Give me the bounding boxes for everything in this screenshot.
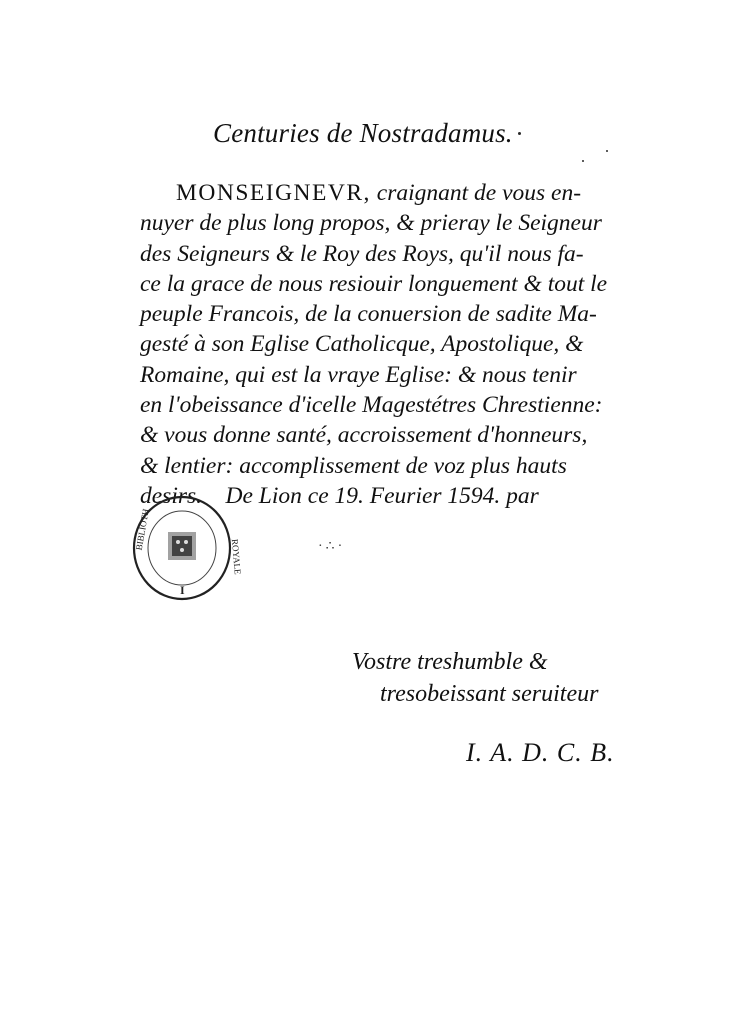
salutation: MONSEIGNEVR, (176, 180, 371, 206)
dateline: De Lion ce 19. Feurier 1594. par (225, 482, 539, 509)
ink-speck (582, 160, 584, 162)
ornament-dots: ·∴· (318, 539, 346, 554)
svg-text:I: I (180, 583, 185, 597)
letter-line-text: craignant de vous en- (370, 180, 582, 206)
ink-speck (518, 132, 521, 135)
letter-line-6: gesté à son Eglise Catholicque, Apostolique, & (140, 331, 584, 358)
letter-line-1 (140, 178, 610, 208)
signature-line-1: Vostre treshumble & (352, 649, 548, 675)
letter-line-2: nuyer de plus long propos, & prieray le Seigneur (140, 210, 602, 237)
library-stamp (128, 492, 243, 604)
library-stamp-graphic (128, 492, 243, 604)
letter-body (140, 178, 610, 511)
signature-block (352, 646, 598, 710)
letter-line-7: Romaine, qui est la vraye Eglise: & nous tenir (140, 361, 577, 388)
letter-line-3: des Seigneurs & le Roy des Roys, qu'il nous fa- (140, 240, 584, 267)
running-head: Centuries de Nostradamus. (213, 118, 513, 148)
closing-word: desirs. (140, 482, 203, 509)
letter-line-4: ce la grace de nous resiouir longuement & tout le (140, 270, 608, 297)
svg-text:BIBLIOTH: BIBLIOTH (133, 507, 151, 552)
author-initials: I. A. D. C. B. (466, 738, 615, 767)
signature-line-2: tresobeissant seruiteur (380, 681, 599, 707)
svg-text:ROYALE: ROYALE (229, 538, 243, 575)
letter-line-9: & vous donne santé, accroissement d'honneurs, (140, 422, 588, 449)
letter-line-5: peuple Francois, de la conuersion de sadite Ma- (140, 301, 597, 328)
ink-speck (606, 150, 608, 152)
letter-line-10: & lentier: accomplissement de voz plus hauts (140, 452, 567, 479)
letter-line-8: en l'obeissance d'icelle Magestétres Chrestienne: (140, 392, 603, 419)
